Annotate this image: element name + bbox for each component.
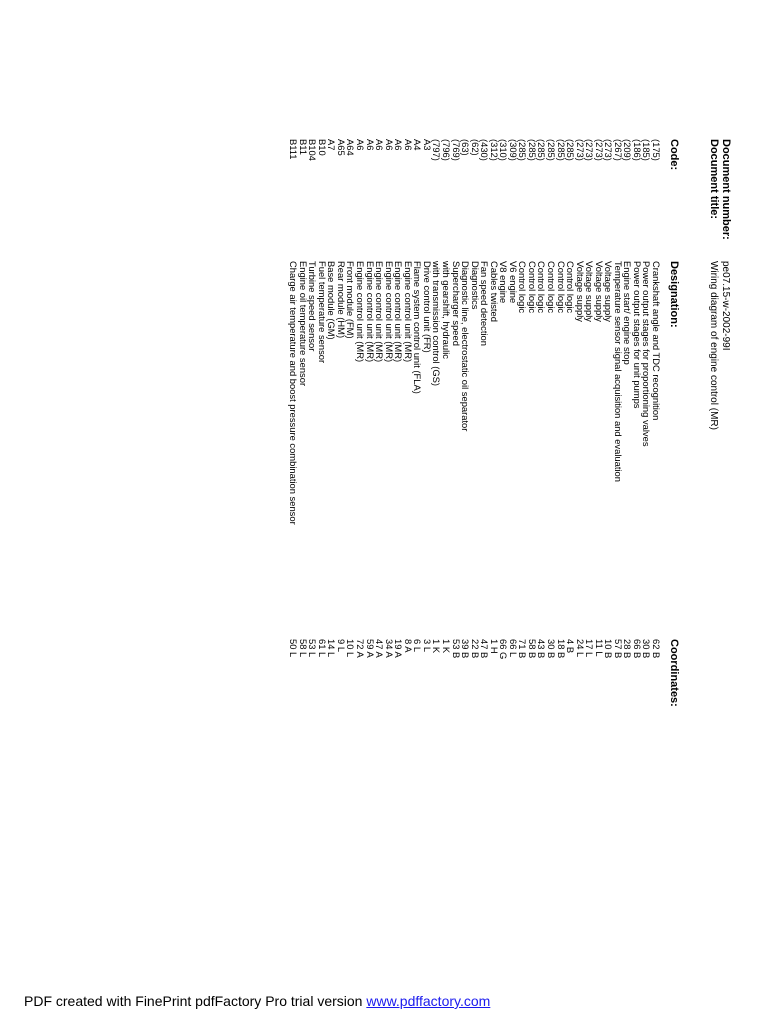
pdffactory-link[interactable]: www.pdffactory.com — [366, 993, 491, 1009]
row-designation: Engine control unit (MR) — [364, 261, 376, 363]
row-designation: Control logic — [536, 261, 548, 314]
row-code: (769) — [450, 139, 462, 161]
row-designation: Engine control unit (MR) — [402, 261, 414, 363]
row-code: (273) — [603, 139, 615, 161]
row-code: (285) — [536, 139, 548, 161]
table-row — [642, 40, 652, 980]
row-coordinate: 43 B — [536, 639, 548, 659]
table-row — [336, 40, 346, 980]
table-row — [594, 40, 604, 980]
table-row — [384, 40, 394, 980]
row-designation: with transmission control (GS) — [431, 261, 443, 387]
code-table — [289, 40, 661, 980]
row-designation: Base module (GM) — [326, 261, 338, 340]
table-row — [422, 40, 432, 980]
row-coordinate: 18 B — [555, 639, 567, 659]
row-code: (186) — [631, 139, 643, 161]
row-designation: Drive control unit (FR) — [421, 261, 433, 353]
table-row — [327, 40, 337, 980]
row-coordinate: 62 B — [651, 639, 662, 659]
table-row — [546, 40, 556, 980]
table-row — [623, 40, 633, 980]
row-coordinate: 3 L — [421, 639, 433, 653]
row-coordinate: 47 A — [374, 639, 386, 658]
row-coordinate: 19 A — [393, 639, 405, 658]
row-designation: Flame system control unit (FLA) — [412, 261, 424, 394]
row-coordinate: 4 B — [565, 639, 577, 654]
row-coordinate: 11 L — [593, 639, 605, 657]
row-code: A6 — [383, 139, 395, 151]
row-designation: Engine start/ engine stop — [622, 261, 634, 365]
row-designation: Diagnostic line, electrostatic oil separator — [460, 261, 472, 432]
row-code: (285) — [545, 139, 557, 161]
table-row — [413, 40, 423, 980]
row-coordinate: 66 B — [631, 639, 643, 659]
row-coordinate: 39 B — [460, 639, 472, 659]
row-code: (797) — [431, 139, 443, 161]
row-coordinate: 50 L — [288, 639, 300, 658]
row-designation: Fan speed detection — [479, 261, 491, 346]
row-code: (175) — [651, 139, 662, 161]
row-designation: Charge air temperature and boost pressure combination sensor — [288, 261, 300, 525]
row-code: (62) — [469, 139, 481, 156]
row-coordinate: 6 L — [412, 639, 424, 653]
table-row — [632, 40, 642, 980]
table-row — [432, 40, 442, 980]
row-designation: Supercharger speed — [450, 261, 462, 346]
document-title-value: Wiring diagram of engine control (MR) — [708, 261, 719, 430]
table-row — [356, 40, 366, 980]
row-code: (63) — [460, 139, 472, 156]
row-designation: Control logic — [545, 261, 557, 314]
table-row — [480, 40, 490, 980]
row-coordinate: 58 B — [526, 639, 538, 659]
row-code: (312) — [488, 139, 500, 161]
table-row — [346, 40, 356, 980]
row-coordinate: 59 A — [364, 639, 376, 658]
row-coordinate: 1 K — [431, 639, 443, 654]
row-designation: Voltage supply — [593, 261, 605, 322]
row-designation: V8 engine — [498, 261, 510, 304]
row-code: (273) — [574, 139, 586, 161]
row-coordinate: 53 B — [450, 639, 462, 659]
table-row — [308, 40, 318, 980]
table-row — [566, 40, 576, 980]
row-code: (310) — [498, 139, 510, 161]
table-row — [317, 40, 327, 980]
column-header-code: Code: — [668, 139, 680, 171]
document-number-label: Document number: — [720, 139, 732, 240]
pdf-footer — [24, 993, 490, 1009]
table-row — [394, 40, 404, 980]
table-row — [575, 40, 585, 980]
row-code: (285) — [555, 139, 567, 161]
row-code: (273) — [584, 139, 596, 161]
row-designation: Control logic — [565, 261, 577, 314]
table-row — [613, 40, 623, 980]
row-code: (285) — [526, 139, 538, 161]
row-designation: Front module (FM) — [345, 261, 357, 339]
row-designation: Voltage supply — [603, 261, 615, 322]
document-title-label: Document title: — [708, 139, 720, 220]
column-header-designation: Designation: — [668, 261, 680, 328]
row-coordinate: 66 G — [498, 639, 510, 660]
row-designation: Engine oil temperature sensor — [297, 261, 309, 387]
row-code: (185) — [641, 139, 653, 161]
column-header-coordinates: Coordinates: — [668, 639, 680, 707]
row-code: (796) — [440, 139, 452, 161]
row-coordinate: 30 B — [641, 639, 653, 659]
row-coordinate: 22 B — [469, 639, 481, 659]
row-code: B111 — [288, 139, 300, 160]
table-row — [470, 40, 480, 980]
row-designation: Control logic — [526, 261, 538, 314]
table-row — [441, 40, 451, 980]
row-designation: Voltage supply — [574, 261, 586, 322]
row-coordinate: 66 L — [507, 639, 519, 658]
row-designation: Engine control unit (MR) — [355, 261, 367, 363]
row-code: (267) — [612, 139, 624, 161]
footer-text: PDF created with FinePrint pdfFactory Pro trial version — [24, 993, 367, 1009]
row-designation: Engine control unit (MR) — [374, 261, 386, 363]
row-coordinate: 30 B — [545, 639, 557, 659]
row-designation: Temperature sensor signal acquisition and evaluation — [612, 261, 624, 482]
row-coordinate: 47 B — [479, 639, 491, 659]
row-code: A64 — [345, 139, 357, 156]
row-coordinate: 24 L — [574, 639, 586, 658]
row-code: B10 — [316, 139, 328, 156]
row-designation: Crankshaft angle and TDC recognition — [651, 261, 662, 421]
row-designation: Fuel temperature sensor — [316, 261, 328, 364]
document-number-value: pe07.15-w-2002-99I — [720, 261, 731, 351]
row-designation: Rear module (HM) — [335, 261, 347, 339]
row-coordinate: 72 A — [355, 639, 367, 658]
table-row — [527, 40, 537, 980]
row-coordinate: 61 L — [316, 639, 328, 658]
row-coordinate: 8 A — [402, 639, 414, 653]
row-designation: with gearshift, hydraulic — [440, 261, 452, 359]
table-row — [585, 40, 595, 980]
row-code: A7 — [326, 139, 338, 151]
row-code: A6 — [393, 139, 405, 151]
table-row — [451, 40, 461, 980]
row-code: (273) — [593, 139, 605, 161]
row-coordinate: 10 B — [603, 639, 615, 659]
row-code: (209) — [622, 139, 634, 161]
row-designation: Turbine speed sensor — [307, 261, 319, 352]
row-code: B104 — [307, 139, 319, 161]
rotated-document-page — [0, 40, 768, 980]
row-coordinate: 34 A — [383, 639, 395, 658]
row-coordinate: 14 L — [326, 639, 338, 658]
row-code: (285) — [517, 139, 529, 161]
row-designation: Power output stages for unit pumps — [631, 261, 643, 409]
row-code: A6 — [402, 139, 414, 151]
row-code: (430) — [479, 139, 491, 161]
row-designation: Control logic — [517, 261, 529, 314]
row-coordinate: 53 L — [307, 639, 319, 658]
table-row — [604, 40, 614, 980]
table-row — [651, 40, 661, 980]
row-code: B11 — [297, 139, 309, 155]
row-coordinate: 9 L — [335, 639, 347, 653]
row-code: A6 — [364, 139, 376, 151]
row-code: A65 — [335, 139, 347, 156]
row-coordinate: 1 H — [488, 639, 500, 654]
table-row — [365, 40, 375, 980]
row-code: A6 — [374, 139, 386, 151]
row-designation: Cables twisted — [488, 261, 500, 322]
table-row — [499, 40, 509, 980]
row-designation: Engine control unit (MR) — [393, 261, 405, 363]
row-designation: Engine control unit (MR) — [383, 261, 395, 363]
table-row — [556, 40, 566, 980]
row-designation: Power output stages for proportioning valves — [641, 261, 653, 447]
table-row — [375, 40, 385, 980]
row-coordinate: 57 B — [612, 639, 624, 659]
table-row — [298, 40, 308, 980]
row-designation: Diagnostics — [469, 261, 481, 310]
row-coordinate: 58 L — [297, 639, 309, 658]
table-row — [461, 40, 471, 980]
table-row — [518, 40, 528, 980]
table-row — [489, 40, 499, 980]
row-code: A4 — [412, 139, 424, 151]
row-coordinate: 17 L — [584, 639, 596, 658]
row-code: (285) — [565, 139, 577, 161]
row-designation: V6 engine — [507, 261, 519, 304]
row-code: A3 — [421, 139, 433, 151]
row-code: A6 — [355, 139, 367, 151]
table-row — [289, 40, 299, 980]
row-coordinate: 28 B — [622, 639, 634, 659]
row-designation: Control logic — [555, 261, 567, 314]
row-coordinate: 71 B — [517, 639, 529, 659]
row-designation: Voltage supply — [584, 261, 596, 322]
table-row — [537, 40, 547, 980]
row-code: (309) — [507, 139, 519, 161]
table-row — [508, 40, 518, 980]
row-coordinate: 10 L — [345, 639, 357, 658]
row-coordinate: 1 K — [440, 639, 452, 654]
table-row — [403, 40, 413, 980]
